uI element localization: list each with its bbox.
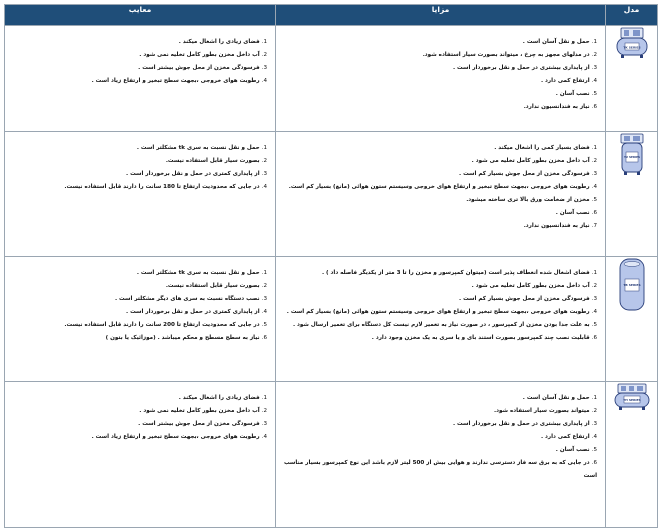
list-item: 6.نیاز به سطح مسطح و محکم میباشد . (موزائیک یا بتون ) <box>105 335 267 341</box>
list-item: 2.آب داخل مخزن بطور کامل تخلیه نمی شود . <box>139 52 267 58</box>
list-item: 2.آب داخل مخزن بطور کامل تخلیه می شود . <box>471 283 597 289</box>
list-item: 1.فضای زیادی را اشغال میکند . <box>178 395 267 401</box>
list-item: 4.رطوبت هوای خروجی ،بجهت سطح تبخیر و ارتفاع هوای خروجی وسیستم ستون هوائی (مانع) بسیار کم است . <box>286 309 597 315</box>
tv-series-tank-icon <box>618 132 646 180</box>
list-item: 2.بصورت سیار قابل استفاده نیست. <box>165 158 267 164</box>
model-label: TH SERIES <box>622 398 641 402</box>
disadvantages-cell <box>5 257 276 382</box>
table-row <box>5 132 658 257</box>
model-cell <box>606 132 658 257</box>
advantages-cell <box>276 382 606 528</box>
header-model: مدل <box>606 5 658 26</box>
list-item: 3.نصب دستگاه نسبت به سری های دیگر مشکلتر است . <box>114 296 267 302</box>
th-series-tank-icon <box>613 382 651 416</box>
list-item: 4.ارتفاع کمی دارد . <box>540 78 597 84</box>
list-item: 3.از پایداری بیشتری در حمل و نقل برخوردار است . <box>452 421 597 427</box>
list-item: 4.در جایی که محدودیت ارتفاع تا 180 سانت را دارند قابل استفاده نیست. <box>64 184 267 190</box>
list-item: 5.به علت جدا بودن مخزن از کمپرسور ، در صورت نیاز به تعمیر لازم نیست کل دستگاه برای تعمیر ارسال شود . <box>292 322 597 328</box>
list-item: 2.آب داخل مخزن بطور کامل تخلیه نمی شود . <box>139 408 267 414</box>
list-item: 6.نصب آسان . <box>555 210 597 216</box>
table-row <box>5 257 658 382</box>
disadvantages-cell <box>5 26 276 132</box>
list-item: 2.میتواند بصورت سیار استفاده شود. <box>494 408 597 414</box>
list-item: 5.در جایی که محدودیت ارتفاع تا 200 سانت را دارند قابل استفاده نیست. <box>64 322 267 328</box>
list-item: 4.رطوبت هوای خروجی ،بجهت سطح تبخیر و ارتفاع هوای خروجی وسیستم ستون هوائی (مانع) بسیار کم است. <box>288 184 597 190</box>
disadvantages-cell <box>5 132 276 257</box>
list-item: 4.ارتفاع کمی دارد . <box>540 434 597 440</box>
list-item: 4.رطوبت هوای خروجی ،بجهت سطح تبخیر و ارتفاع زیاد است . <box>91 434 267 440</box>
list-item: 2.بصورت سیار قابل استفاده نیست. <box>165 283 267 289</box>
tk-series-tank-icon <box>615 26 649 64</box>
comparison-table <box>4 4 658 528</box>
list-item: 1.حمل و نقل آسان است . <box>522 39 597 45</box>
list-item: 4.از پایداری کمتری در حمل و نقل برخوردار است . <box>126 309 267 315</box>
tb-series-tank-icon <box>617 257 647 317</box>
advantages-cell <box>276 26 606 132</box>
list-item: 6.در جایی که به برق سه فاز دسترسی ندارند و هوایی بیش از 500 لیتر لازم باشد این نوع کمپرسور بسیار مناسب است <box>284 460 597 479</box>
list-item: 1.فضای زیادی را اشغال میکند . <box>178 39 267 45</box>
list-item: 5.مخزن از ضخامت ورق بالا تری ساخته میشود. <box>466 197 597 203</box>
model-label: TK SERIES <box>622 45 641 50</box>
model-label: TB SERIES <box>622 283 641 287</box>
list-item: 6.قابلیت نصب چند کمپرسور بصورت استند بای و یا سری به یک مخزن وجود دارد . <box>371 335 597 341</box>
list-item: 2.آب داخل مخزن بطور کامل تخلیه می شود . <box>471 158 597 164</box>
header-row <box>5 5 658 26</box>
list-item: 3.فرسودگی مخزن از محل جوش بیشتر است . <box>138 421 267 427</box>
list-item: 3.فرسودگی مخزن از محل جوش بسیار کم است . <box>459 171 597 177</box>
list-item: 6.نیاز به فندانسیون ندارد. <box>523 104 597 110</box>
list-item: 4.رطوبت هوای خروجی ،بجهت سطح تبخیر و ارتفاع زیاد است . <box>91 78 267 84</box>
advantages-cell <box>276 132 606 257</box>
list-item: 5.نصب آسان . <box>555 91 597 97</box>
table-row <box>5 26 658 132</box>
list-item: 1.فضای اشغال شده انعطاف پذیر است (میتوان کمپرسور و مخزن را تا 3 متر از یکدیگر فاصله داد ) . <box>321 270 597 276</box>
list-item: 1.حمل و نقل نسبت به سری tk مشکلتر است . <box>136 270 267 276</box>
list-item: 3.فرسودگی مخزن از محل جوش بسیار کم است . <box>459 296 597 302</box>
model-cell <box>606 257 658 382</box>
list-item: 1.فضای بسیار کمی را اشغال میکند . <box>494 145 597 151</box>
model-cell <box>606 26 658 132</box>
disadvantages-cell <box>5 382 276 528</box>
list-item: 5.نصب آسان . <box>555 447 597 453</box>
list-item: 3.از پایداری کمتری در حمل و نقل برخوردار است . <box>126 171 267 177</box>
advantages-cell <box>276 257 606 382</box>
list-item: 2.در مدلهای مجهز به چرخ ، میتواند بصورت سیار استفاده شود. <box>422 52 597 58</box>
list-item: 7.نیاز به فندانسیون ندارد. <box>523 223 597 229</box>
list-item: 3.فرسودگی مخزن از محل جوش بیشتر است . <box>138 65 267 71</box>
header-disadvantages: معایب <box>5 5 276 26</box>
model-cell <box>606 382 658 528</box>
list-item: 3.از پایداری بیشتری در حمل و نقل برخوردار است . <box>452 65 597 71</box>
list-item: 1.حمل و نقل نسبت به سری tk مشکلتر است . <box>136 145 267 151</box>
list-item: 1.حمل و نقل آسان است . <box>522 395 597 401</box>
model-label: TV SERIES <box>623 155 640 159</box>
header-advantages: مزایا <box>276 5 606 26</box>
table-row <box>5 382 658 528</box>
